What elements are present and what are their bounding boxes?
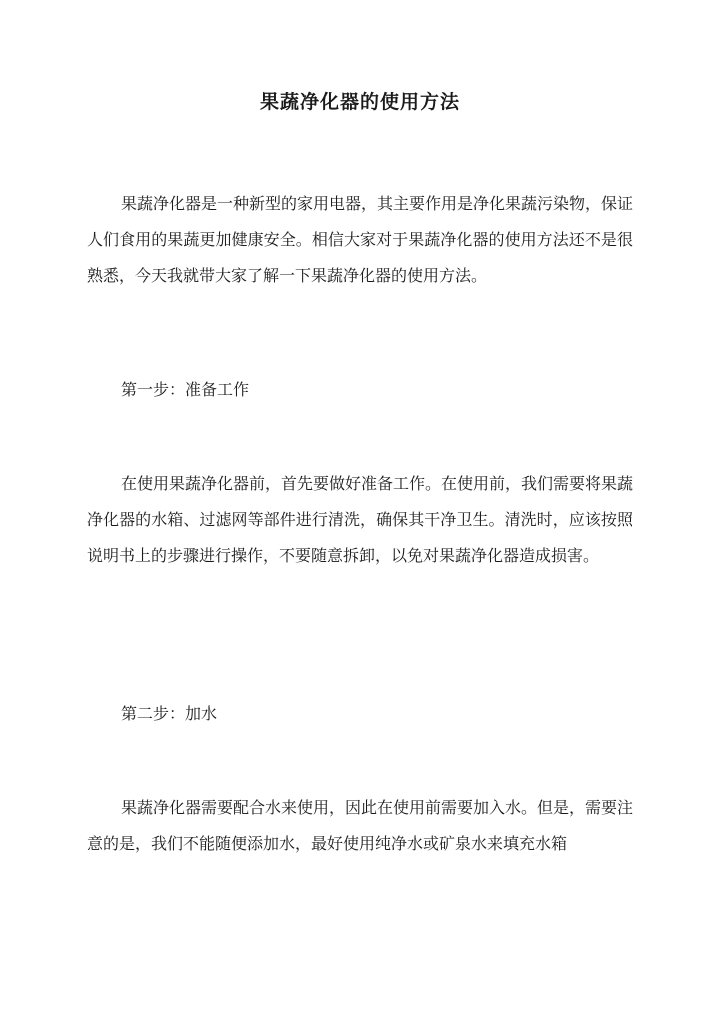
step-1-heading: 第一步：准备工作: [121, 380, 250, 399]
step-1-paragraph: 在使用果蔬净化器前，首先要做好准备工作。在使用前，我们需要将果蔬净化器的水箱、过滤网等部件进行清洗，确保其干净卫生。清洗时，应该按照说明书上的步骤进行操作，不要随意拆卸，以免对果蔬净化器造成损害。: [87, 474, 634, 565]
step-2-paragraph: 果蔬净化器需要配合水来使用，因此在使用前需要加入水。但是，需要注意的是，我们不能随便添加水，最好使用纯净水或矿泉水来填充水箱: [87, 798, 634, 853]
step-2-heading: 第二步：加水: [121, 704, 218, 723]
intro-paragraph: 果蔬净化器是一种新型的家用电器，其主要作用是净化果蔬污染物，保证人们食用的果蔬更加健康安全。相信大家对于果蔬净化器的使用方法还不是很熟悉，今天我就带大家了解一下果蔬净化器的使用方法。: [87, 194, 634, 285]
document-title: 果蔬净化器的使用方法: [259, 91, 460, 113]
